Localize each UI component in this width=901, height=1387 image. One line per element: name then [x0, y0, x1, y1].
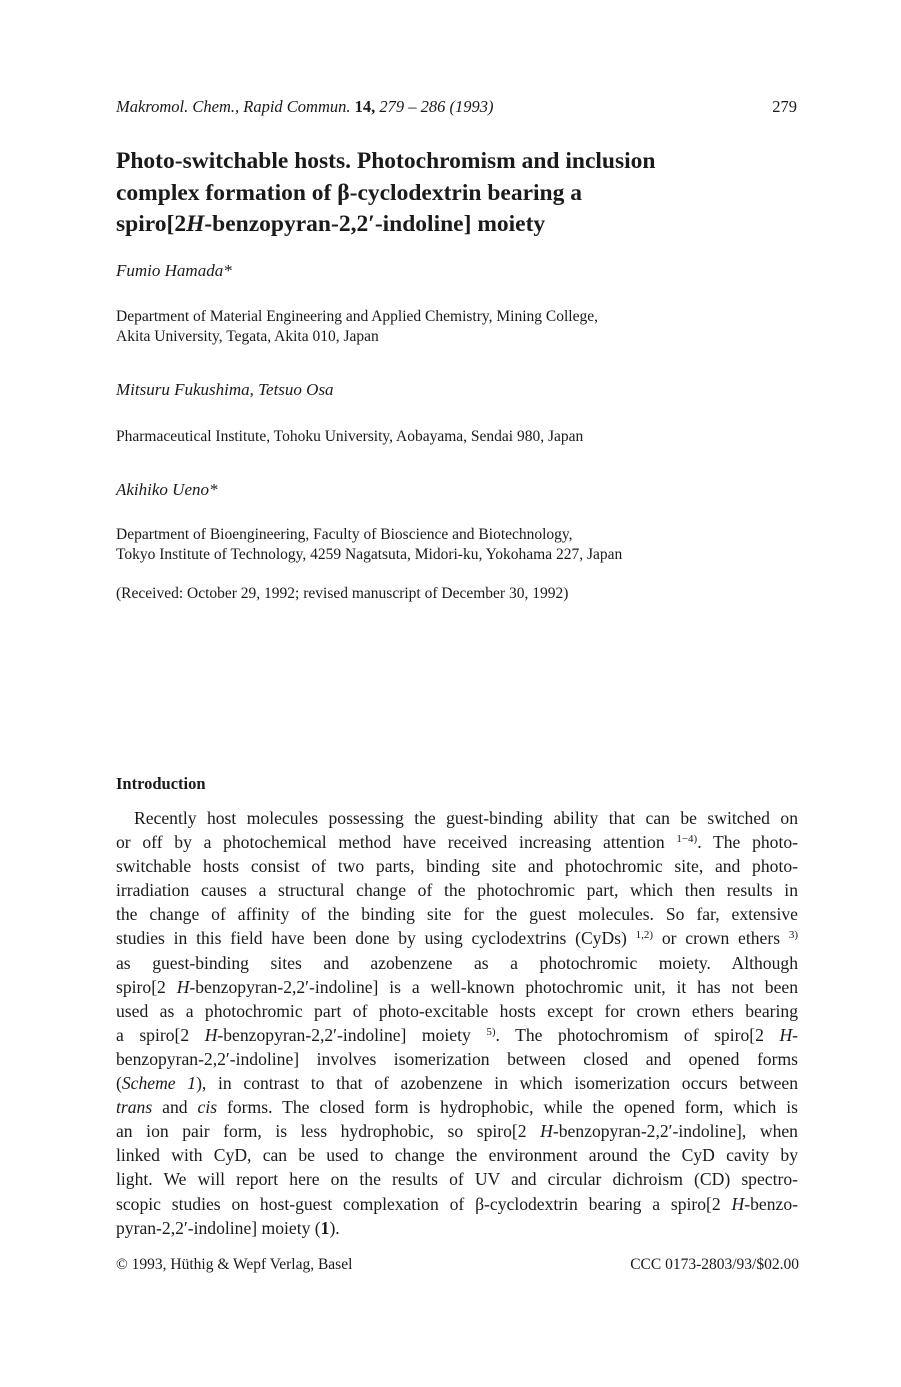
title-text: spiro[2 — [116, 211, 187, 237]
reference-superscript: 1,2) — [635, 929, 654, 942]
affiliation-line: Department of Material Engineering and Applied Chemistry, Mining College, — [116, 308, 598, 325]
body-line: a spiro[2 H-benzopyran-2,2′-indoline] moiety $^{5)}$. The photochromism of spiro[2 H- — [116, 1024, 799, 1045]
body-line: the change of affinity of the binding site for the guest molecules. So far, extensive — [116, 904, 798, 925]
body-line: (Scheme 1), in contrast to that of azobenzene in which isomerization occurs between — [116, 1073, 798, 1094]
body-line: as guest-binding sites and azobenzene as a photochromic moiety. Although — [116, 952, 798, 973]
italic-text: Scheme 1 — [121, 1073, 197, 1094]
title-text: Photo-switchable hosts. Photochromism and inclusion — [116, 148, 656, 174]
body-line: switchable hosts consist of two parts, binding site and photochromic site, and photo- — [116, 856, 798, 877]
title-italic-h: H — [186, 211, 205, 237]
author-names: Mitsuru Fukushima, Tetsuo Osa — [116, 380, 334, 399]
body-line: Recently host molecules possessing the guest-binding ability that can be switched on — [134, 808, 798, 828]
page-number: 279 — [772, 97, 797, 116]
body-line: used as a photochromic part of photo-excitable hosts except for crown ethers bearing — [116, 1000, 798, 1021]
affiliation-line: Pharmaceutical Institute, Tohoku University, Aobayama, Sendai 980, Japan — [116, 428, 584, 445]
affiliation — [116, 525, 816, 565]
reference-superscript: 1−4) — [676, 833, 698, 846]
journal-name: Makromol. Chem., Rapid Commun. — [116, 97, 351, 116]
body-line: scopic studies on host-guest complexation of β-cyclodextrin bearing a spiro[2 H-benzo- — [116, 1193, 798, 1214]
body-line: trans and cis forms. The closed form is hydrophobic, while the opened form, which is — [116, 1097, 798, 1118]
italic-text: H — [176, 976, 190, 997]
section-heading: Introduction — [116, 774, 206, 793]
journal-pages-year: 279 – 286 (1993) — [379, 97, 494, 116]
compound-number: 1 — [320, 1217, 330, 1238]
title-line — [116, 146, 806, 178]
reference-superscript: 3) — [788, 929, 798, 942]
reference-superscript: 5) — [486, 1025, 496, 1038]
body-line: irradiation causes a structural change of the photochromic part, which then results in — [116, 880, 798, 901]
copyright-notice: © 1993, Hüthig & Wepf Verlag, Basel — [116, 1256, 353, 1273]
affiliation — [116, 427, 816, 447]
journal-volume: 14, — [354, 97, 376, 116]
affiliation-line: Tokyo Institute of Technology, 4259 Nagatsuta, Midori-ku, Yokohama 227, Japan — [116, 546, 623, 563]
journal-citation — [116, 97, 494, 117]
title-text: complex formation of β-cyclodextrin bearing a — [116, 179, 582, 206]
body-line: benzopyran-2,2′-indoline] involves isomerization between closed and opened forms — [116, 1048, 798, 1069]
title-line — [116, 209, 806, 241]
affiliation-line: Department of Bioengineering, Faculty of Bioscience and Biotechnology, — [116, 526, 573, 543]
body-line: studies in this field have been done by using cyclodextrins (CyDs) $^{1,2)}$ or crown ethers $^{3)}$ — [116, 928, 798, 949]
body-line: light. We will report here on the results of UV and circular dichroism (CD) spectro- — [116, 1169, 798, 1190]
title-text: -benzopyran-2,2′-indoline] moiety — [204, 211, 546, 237]
body-line: an ion pair form, is less hydrophobic, so spiro[2 H-benzopyran-2,2′-indoline], when — [116, 1121, 798, 1142]
italic-text: H — [731, 1193, 745, 1214]
affiliation-line: Akita University, Tegata, Akita 010, Japan — [116, 328, 379, 345]
italic-text: H — [204, 1024, 218, 1045]
author-names: Akihiko Ueno* — [116, 480, 218, 499]
affiliation — [116, 307, 816, 347]
body-line: linked with CyD, can be used to change the environment around the CyD cavity by — [116, 1145, 798, 1166]
body-line: or off by a photochemical method have received increasing attention $^{1-4)}$. The photo- — [116, 832, 799, 853]
body-line: pyran-2,2′-indoline] moiety (1). — [116, 1217, 340, 1238]
italic-text: cis — [197, 1097, 218, 1118]
received-dates: (Received: October 29, 1992; revised manuscript of December 30, 1992) — [116, 585, 569, 602]
introduction-body — [116, 806, 798, 1240]
italic-text: H — [540, 1121, 553, 1142]
ccc-code: CCC 0173-2803/93/$02.00 — [630, 1256, 799, 1273]
italic-text: trans — [116, 1097, 153, 1118]
body-line: spiro[2 H-benzopyran-2,2′-indoline] is a well-known photochromic unit, it has not been — [116, 976, 798, 997]
paper-title — [116, 146, 806, 241]
author-names: Fumio Hamada* — [116, 261, 232, 280]
italic-text: H — [779, 1024, 793, 1045]
title-line — [116, 178, 806, 210]
